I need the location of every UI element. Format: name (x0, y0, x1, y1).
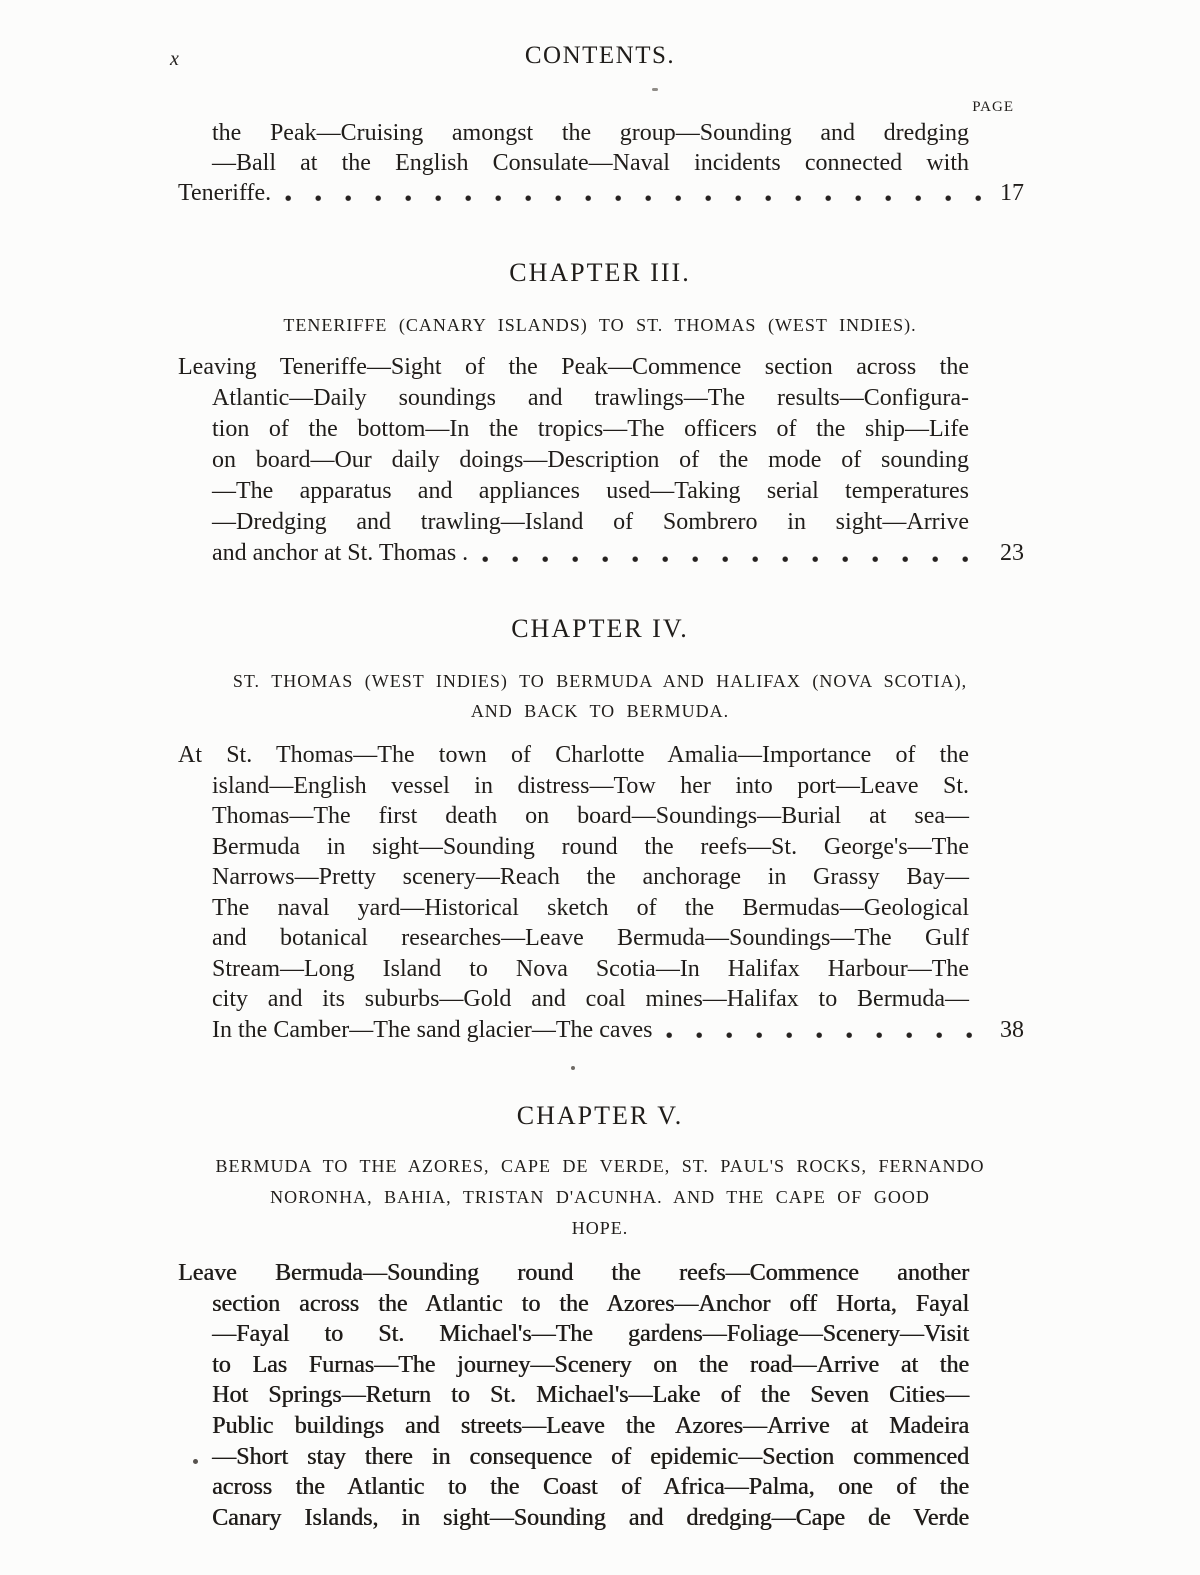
toc-entry-line: on board—Our daily doings—Description of the mode of sounding (212, 447, 969, 473)
toc-entry-line: island—English vessel in distress—Tow her into port—Leave St. (212, 772, 969, 799)
chapter-subtitle-line: TENERIFFE (CANARY ISLANDS) TO ST. THOMAS (WEST INDIES). (283, 315, 917, 335)
toc-leader-text: In the Camber—The sand glacier—The caves (212, 1016, 653, 1043)
chapter-subtitle-line: ST. THOMAS (WEST INDIES) TO BERMUDA AND HALIFAX (NOVA SCOTIA), (232, 671, 968, 691)
toc-leader-line (178, 178, 1024, 208)
toc-entry-line: Stream—Long Island to Nova Scotia—In Halifax Harbour—The (212, 955, 969, 982)
toc-entry-line: Narrows—Pretty scenery—Reach the anchorage in Grassy Bay— (212, 864, 969, 890)
toc-entry-line: At St. Thomas—The town of Charlotte Amalia—Importance of the (178, 742, 969, 768)
toc-leader-line (178, 538, 1024, 569)
toc-entry-line: Hot Springs—Return to St. Michael's—Lake of the Seven Cities— (212, 1382, 969, 1409)
page-number-ref: 23 (1000, 540, 1024, 566)
scan-speck (193, 1459, 198, 1464)
folio-page-number: x (170, 48, 179, 70)
dot-leader (285, 195, 990, 202)
toc-entry-line: Leaving Teneriffe—Sight of the Peak—Commence section across the (178, 354, 969, 380)
chapter2-continuation-paragraph (178, 118, 1024, 208)
chapter-subtitle (0, 1151, 1200, 1244)
chapter-subtitle-line: BERMUDA TO THE AZORES, CAPE DE VERDE, ST. PAUL'S ROCKS, FERNANDO (215, 1156, 985, 1176)
chapter-heading: CHAPTER III. (509, 258, 691, 287)
toc-entry-line: to Las Furnas—The journey—Scenery on the road—Arrive at the (212, 1351, 969, 1378)
scan-speck (571, 1066, 575, 1070)
scan-speck (652, 88, 658, 91)
toc-entry-line: —The apparatus and appliances used—Taking serial temperatures (212, 478, 969, 504)
toc-entry-line: Thomas—The first death on board—Soundings—Burial at sea— (212, 803, 969, 829)
toc-entry-line: the Peak—Cruising amongst the group—Sounding and dredging (212, 120, 969, 146)
chapter-subtitle-line: NORONHA, BAHIA, TRISTAN D'ACUNHA. AND THE CAPE OF GOOD (270, 1187, 930, 1207)
toc-entry-line: section across the Atlantic to the Azores—Anchor off Horta, Fayal (212, 1290, 969, 1317)
chapter5-summary-paragraph (178, 1258, 1024, 1533)
page-title: CONTENTS. (524, 42, 676, 69)
toc-entry-line: city and its suburbs—Gold and coal mines—Halifax to Bermuda— (212, 986, 969, 1012)
chapter-subtitle-line: AND BACK TO BERMUDA. (470, 701, 730, 721)
page-number-ref: 17 (1000, 180, 1024, 206)
chapter-subtitle (0, 666, 1200, 726)
toc-leader-line (178, 1015, 1024, 1046)
toc-entry-line: —Fayal to St. Michael's—The gardens—Foliage—Scenery—Visit (212, 1321, 969, 1348)
toc-entry-line: Leave Bermuda—Sounding round the reefs—Commence another (178, 1260, 969, 1286)
chapter-heading: CHAPTER IV. (511, 614, 689, 643)
toc-entry-line: Bermuda in sight—Sounding round the reefs—St. George's—The (212, 833, 969, 860)
toc-entry-line: Public buildings and streets—Leave the Azores—Arrive at Madeira (212, 1412, 969, 1439)
toc-entry-line: Canary Islands, in sight—Sounding and dredging—Cape de Verde (212, 1504, 969, 1531)
toc-entry-line: —Short stay there in consequence of epidemic—Section commenced (212, 1443, 969, 1470)
toc-leader-text: Teneriffe. (178, 180, 272, 206)
chapter3-summary-paragraph (178, 352, 1024, 569)
dot-leader (482, 556, 990, 563)
toc-entry-line: across the Atlantic to the Coast of Africa—Palma, one of the (212, 1474, 969, 1501)
toc-entry-line: Atlantic—Daily soundings and trawlings—The results—Configura- (212, 385, 969, 411)
chapter4-summary-paragraph (178, 740, 1024, 1045)
toc-entry-line: —Dredging and trawling—Island of Sombrero in sight—Arrive (212, 509, 969, 535)
toc-entry-line: and botanical researches—Leave Bermuda—Soundings—The Gulf (212, 925, 969, 951)
page-number-ref: 38 (1000, 1016, 1024, 1043)
chapter-heading: CHAPTER V. (516, 1101, 684, 1130)
toc-entry-line: —Ball at the English Consulate—Naval incidents connected with (212, 150, 969, 176)
page-column-label: PAGE (972, 99, 1014, 115)
toc-leader-text: and anchor at St. Thomas . (212, 540, 469, 566)
toc-entry-line: The naval yard—Historical sketch of the Bermudas—Geological (212, 894, 969, 921)
chapter-subtitle-line: HOPE. (571, 1218, 629, 1238)
dot-leader (666, 1032, 990, 1039)
toc-entry-line: tion of the bottom—In the tropics—The officers of the ship—Life (212, 416, 969, 442)
chapter-subtitle (0, 310, 1200, 340)
